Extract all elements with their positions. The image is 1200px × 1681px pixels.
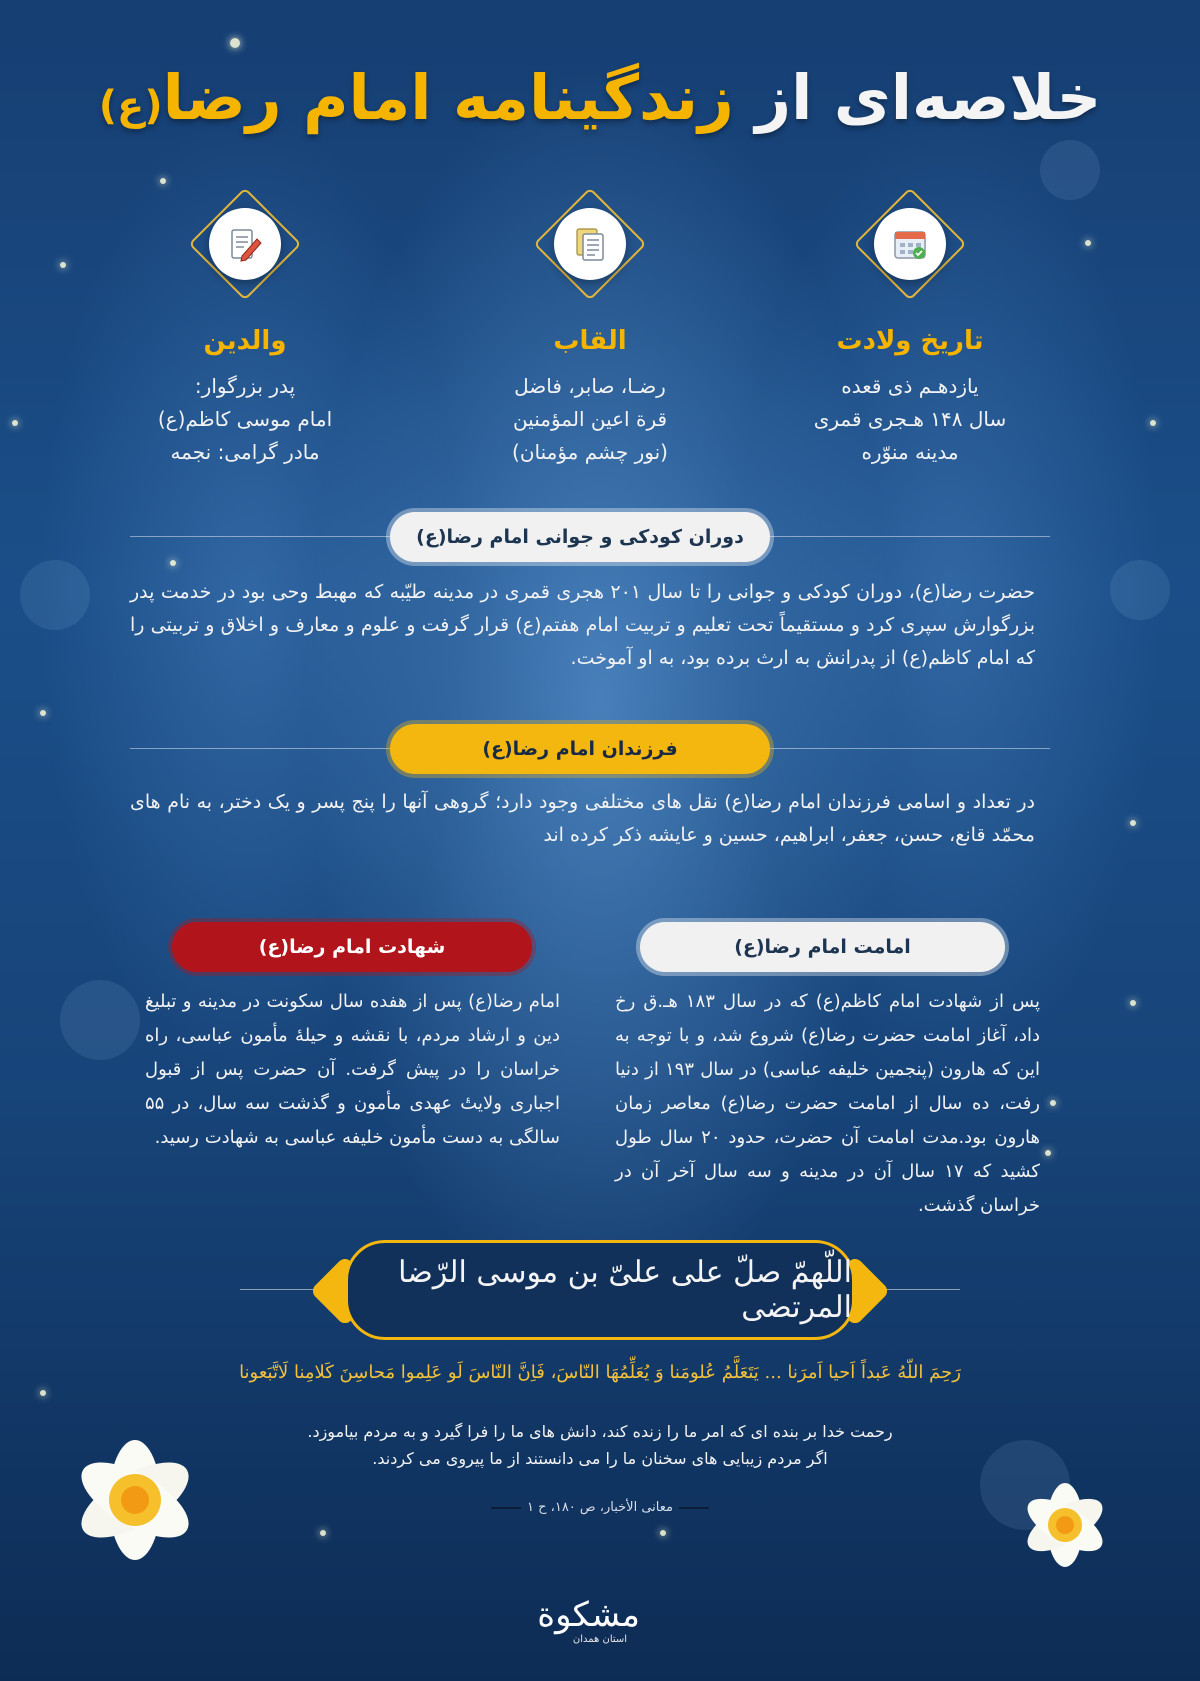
titles-text: رضـا، صابر، فاضل قرة اعین المؤمنین (نور چشم مؤمنان): [512, 374, 668, 464]
calligraphy-text: اللّهمّ صلّ علی علیّ بن موسی الرّضا المرتضی: [398, 1255, 852, 1325]
childhood-banner-row: [130, 512, 1050, 562]
parents-badge: [191, 190, 299, 298]
page-title: خلاصه‌ای از زندگینامه امام رضا(ع): [98, 61, 1102, 134]
parents-text: پدر بزرگوار: امام موسی کاظم(ع) مادر گرامی: نجمه: [157, 374, 333, 464]
childhood-banner: دوران کودکی و جوانی امام رضا(ع): [390, 512, 770, 562]
pen-paper-icon: [226, 225, 264, 263]
logo-caption: استان همدان: [572, 1634, 628, 1645]
parents-column: [95, 190, 395, 469]
birth-text: یازدهـم ذی قعده سال ۱۴۸ هـجری قمری مدینه منوّره: [813, 374, 1007, 464]
narcissus-flower-right-icon: [1010, 1470, 1120, 1580]
hadith-arabic: رَحِمَ اللّهُ عَبداً اَحیا اَمرَنا ... یَتَعَلَّمُ عُلومَنا وَ یُعَلِّمُهَا النّاسَ، فَاِنَّ النّاسَ لَو عَلِموا مَحاسِنَ کَلامِنا لَاتَّبَعونا: [239, 1362, 961, 1383]
organization-logo: [537, 1595, 640, 1645]
documents-icon: [571, 225, 609, 263]
children-banner: فرزندان امام رضا(ع): [390, 724, 770, 774]
parents-heading: والدین: [203, 326, 287, 356]
children-banner-row: [130, 724, 1050, 774]
calligraphy-frame: [345, 1240, 855, 1340]
birth-column: [760, 190, 1060, 469]
martyrdom-text: امام رضا(ع) پس از هفده سال سکونت در مدینه و تبلیغ دین و ارشاد مردم، با نقشه و حیلهٔ مأمون عباسی، راه خراسان را در پیش گرفت. آن حضرت پس از قبول اجباری ولایتٔ عهدی مأمون و گذشت سه سال، در ۵۵ سالگی به دست مأمون خلیفه عباسی به شهادت رسید.: [145, 991, 560, 1148]
childhood-text: حضرت رضا(ع)، دوران کودکی و جوانی را تا سال ۲۰۱ هجری قمری در مدینه طیّبه که مهبط وحی بود در خدمت پدر بزرگوارش سپری کرد و مستقیماً تحت تعلیم و تربیت امام هفتم(ع) قرار گرفت و علوم و معارف و اخلاق و تربیتی را که امام کاظم(ع) از پدرانش به ارث برده بود، به او آموخت.: [130, 581, 1035, 669]
hadith-persian: رحمت خدا بر بنده ای که امر ما را زنده کند، دانش های ما را فرا گیرد و به مردم بیاموزد. اگر مردم زیبایی های سخنان ما را می دانستند از ما پیروی می کردند.: [307, 1422, 893, 1468]
calendar-icon: [891, 225, 929, 263]
titles-column: [440, 190, 740, 469]
titles-heading: القاب: [553, 326, 627, 356]
children-text: در تعداد و اسامی فرزندان امام رضا(ع) نقل های مختلفی وجود دارد؛ گروهی آنها را پنج پسر و یک دختر، به نام های محمّد قانع، حسن، جعفر، ابراهیم، حسین و عایشه ذکر کرده اند: [130, 791, 1035, 846]
imamate-banner: امامت امام رضا(ع): [640, 922, 1005, 972]
logo-mark: مشکوة: [537, 1595, 640, 1635]
narcissus-flower-left-icon: [50, 1420, 220, 1580]
imamate-text: پس از شهادت امام کاظم(ع) که در سال ۱۸۳ هـ.ق رخ داد، آغاز امامت حضرت رضا(ع) شروع شد، و با توجه به این که هارون (پنجمین خلیفه عباسی) در سال ۱۹۳ از دنیا رفت، ده سال از امامت حضرت رضا(ع) معاصر زمان هارون بود.مدت امامت آن حضرت، حدود ۲۰ سال طول کشید که ۱۷ سال آن در مدینه و سه سال آخر آن در خراسان گذشت.: [615, 991, 1041, 1216]
birth-heading: تاریخ ولادت: [836, 326, 984, 356]
martyrdom-banner: شهادت امام رضا(ع): [172, 922, 532, 972]
hadith-source: معانی الأخبار، ص ۱۸۰، ح ۱: [460, 1500, 740, 1515]
birth-badge: [856, 190, 964, 298]
titles-badge: [536, 190, 644, 298]
